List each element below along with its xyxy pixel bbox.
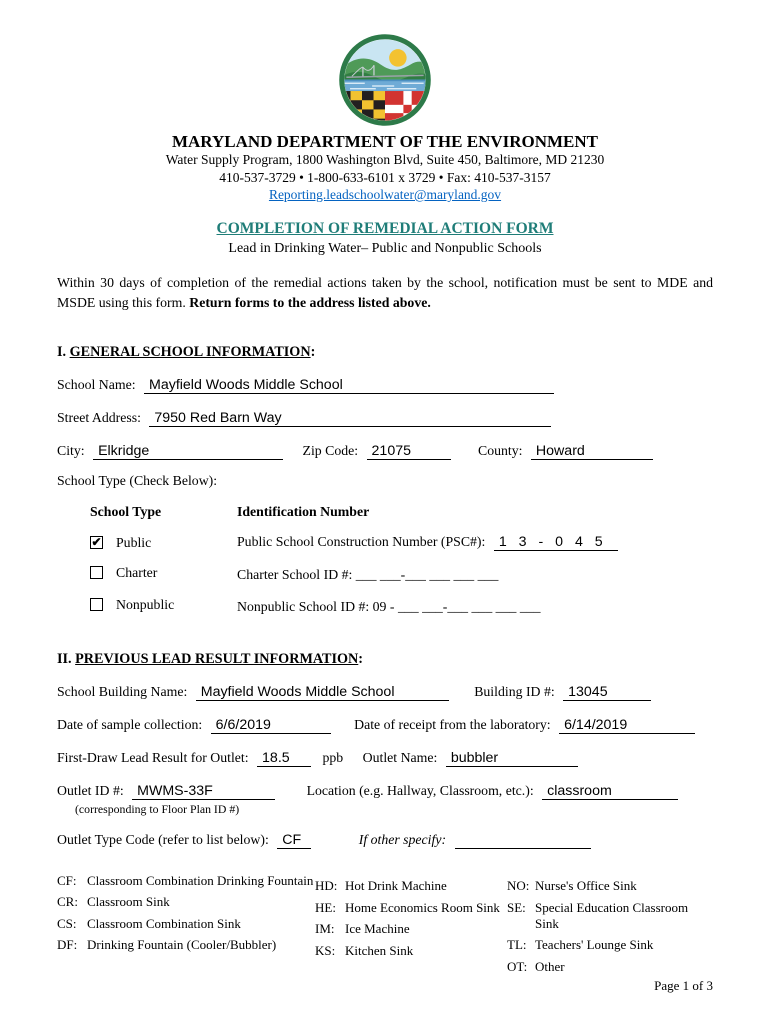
county-label: County: (478, 442, 523, 458)
intro-bold-text: Return forms to the address listed above. (189, 295, 431, 310)
charter-checkbox[interactable] (90, 566, 103, 579)
form-title: COMPLETION OF REMEDIAL ACTION FORM (216, 219, 554, 237)
city-field[interactable]: Elkridge (93, 442, 283, 460)
result-row (57, 749, 713, 767)
org-name: MARYLAND DEPARTMENT OF THE ENVIRONMENT (171, 132, 599, 151)
building-id-label: Building ID #: (474, 683, 555, 699)
school-type-label: School Type (Check Below): (57, 472, 218, 488)
list-item: CF: Classroom Combination Drinking Fountain (57, 872, 314, 888)
intro-text: Within 30 days of completion of the remedial actions taken by the school, notification must be sent to MDE and MSDE using this form. (57, 274, 713, 310)
section2-heading: II. PREVIOUS LEAD RESULT INFORMATION: (57, 650, 364, 667)
street-address-label: Street Address: (57, 409, 141, 425)
page-number: Page 1 of 3 (654, 978, 713, 993)
list-item: TL: Teachers' Lounge Sink (507, 937, 654, 952)
outlet-name-field[interactable]: bubbler (446, 749, 578, 767)
list-item: DF: Drinking Fountain (Cooler/Bubbler) (57, 937, 277, 952)
table-row (90, 564, 713, 583)
section1-heading: I. GENERAL SCHOOL INFORMATION: (57, 343, 316, 360)
collection-date-label: Date of sample collection: (57, 716, 203, 732)
zip-label: Zip Code: (302, 442, 359, 458)
nonpublic-id-label: Nonpublic School ID #: 09 - ___ ___-___ ___ ___ ___ (237, 598, 541, 614)
outlet-type-label: Outlet Type Code (refer to list below): (57, 831, 269, 847)
school-type-table-header (90, 503, 713, 520)
outlet-name-label: Outlet Name: (362, 749, 438, 765)
public-label: Public (116, 534, 152, 550)
building-name-field[interactable]: Mayfield Woods Middle School (196, 683, 449, 701)
org-address: Water Supply Program, 1800 Washington Blvd, Suite 450, Baltimore, MD 21230 (165, 152, 605, 167)
street-address-row (57, 409, 713, 427)
location-field[interactable]: classroom (542, 782, 678, 800)
charter-label: Charter (116, 564, 158, 580)
street-address-field[interactable]: 7950 Red Barn Way (149, 409, 551, 427)
mde-logo (57, 34, 713, 126)
nonpublic-label: Nonpublic (116, 596, 175, 612)
county-field[interactable]: Howard (531, 442, 653, 460)
col-id-number-header: Identification Number (237, 503, 370, 519)
form-subtitle: Lead in Drinking Water– Public and Nonpublic Schools (228, 240, 542, 256)
outlet-code-legend (57, 873, 713, 975)
city-zip-county-row (57, 442, 713, 460)
outlet-id-note: (corresponding to Floor Plan ID #) (75, 801, 240, 816)
result-label: First-Draw Lead Result for Outlet: (57, 749, 249, 765)
psc-number-field[interactable]: 1 3 - 0 4 5 (494, 533, 618, 551)
outlet-type-row (57, 831, 713, 849)
nonpublic-checkbox[interactable] (90, 598, 103, 611)
charter-id-label: Charter School ID #: ___ ___-___ ___ ___ ___ (237, 566, 499, 582)
public-checkbox[interactable]: ✔ (91, 534, 102, 549)
result-field[interactable]: 18.5 (257, 749, 311, 767)
school-name-label: School Name: (57, 376, 136, 392)
list-item: SE: Special Education Classroom Sink (507, 899, 689, 931)
outlet-id-label: Outlet ID #: (57, 782, 124, 798)
email-link[interactable]: Reporting.leadschoolwater@maryland.gov (268, 187, 502, 202)
school-name-field[interactable]: Mayfield Woods Middle School (144, 376, 554, 394)
ppb-label: ppb (322, 749, 344, 765)
code-column-2 (315, 873, 507, 975)
outlet-id-row (57, 782, 713, 800)
code-column-3 (507, 873, 713, 975)
list-item: HD: Hot Drink Machine (315, 878, 447, 893)
mde-logo-graphic (339, 34, 431, 126)
receipt-date-field[interactable]: 6/14/2019 (559, 716, 695, 734)
list-item: OT: Other (507, 958, 565, 974)
school-type-table (90, 503, 713, 615)
org-email-line (57, 187, 713, 204)
list-item: CS: Classroom Combination Sink (57, 915, 241, 931)
table-row (90, 533, 713, 551)
school-name-row (57, 376, 713, 394)
outlet-type-field[interactable]: CF (277, 831, 311, 849)
dates-row (57, 716, 713, 734)
table-row (90, 596, 713, 615)
col-school-type-header: School Type (90, 503, 162, 519)
location-label: Location (e.g. Hallway, Classroom, etc.): (306, 782, 534, 798)
building-id-field[interactable]: 13045 (563, 683, 651, 701)
code-column-1 (57, 873, 315, 975)
list-item: NO: Nurse's Office Sink (507, 878, 637, 893)
collection-date-field[interactable]: 6/6/2019 (211, 716, 331, 734)
building-name-label: School Building Name: (57, 683, 188, 699)
outlet-id-field[interactable]: MWMS-33F (132, 782, 275, 800)
zip-field[interactable]: 21075 (367, 442, 451, 460)
org-phone: 410-537-3729 • 1-800-633-6101 x 3729 • Fax: 410-537-3157 (219, 169, 551, 185)
building-name-row (57, 683, 713, 701)
list-item: IM: Ice Machine (315, 921, 410, 936)
list-item: HE: Home Economics Room Sink (315, 899, 500, 915)
receipt-date-label: Date of receipt from the laboratory: (354, 716, 551, 732)
other-specify-label: If other specify: (358, 831, 447, 847)
list-item: CR: Classroom Sink (57, 894, 170, 909)
intro-paragraph (57, 273, 713, 314)
city-label: City: (57, 442, 85, 458)
psc-number-label: Public School Construction Number (PSC#): (237, 533, 486, 549)
other-specify-field[interactable] (455, 831, 591, 849)
list-item: KS: Kitchen Sink (315, 942, 414, 958)
